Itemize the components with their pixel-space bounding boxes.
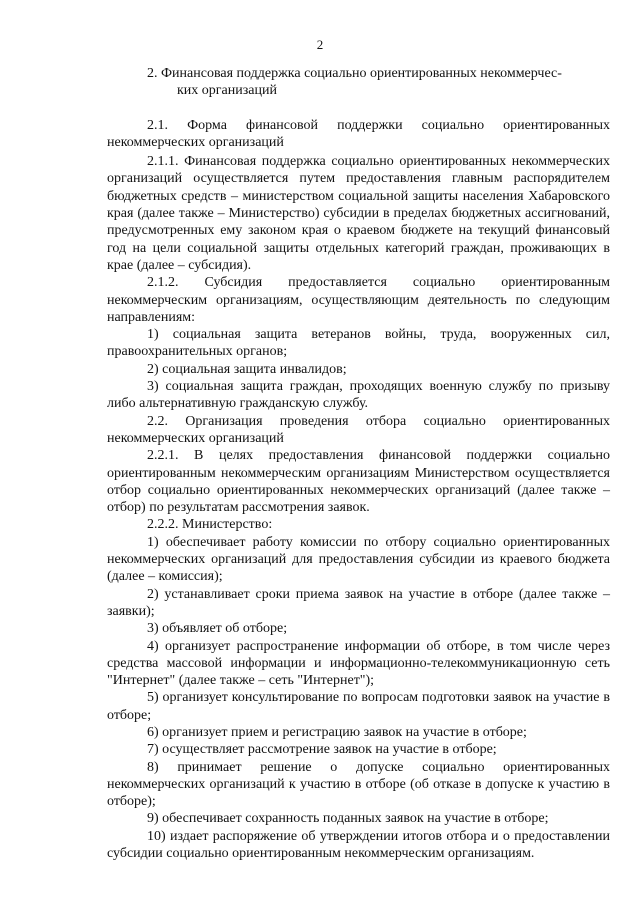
list-item-3: 3) социальная защита граждан, проходящих военную службу по призыву либо альтернативную гражданскую службу. — [107, 379, 610, 412]
duty-item-8: 8) принимает решение о допуске социально ориентированных некоммерческих организаций к участию в отборе (об отказе в допуске к участию в отборе); — [107, 759, 610, 810]
duty-item-3: 3) объявляет об отборе; — [147, 621, 288, 637]
duty-item-5: 5) организует консультирование по вопросам подготовки заявок на участие в отборе; — [107, 690, 610, 723]
page-number: 2 — [316, 37, 324, 52]
duty-item-1: 1) обеспечивает работу комиссии по отбору социально ориентированных некоммерческих организаций для предоставления субсидии из краевого бюджета (далее – комиссия); — [107, 534, 610, 585]
duty-item-10: 10) издает распоряжение об утверждении итогов отбора и о предоставлении субсидии социально ориентированным некоммерческим организациям. — [107, 828, 610, 862]
paragraph-2-1-1: 2.1.1. Финансовая поддержка социально ориентированных некоммерческих организаций осуществляется путем предоставления главным распорядителем бюджетных средств – министерством социальной защиты населения Хабаровского края (далее также – Министерство) субсидии в пределах бюджетных ассигнований, предусмотренных ему законом края о краевом бюджете на текущий финансовый год на цели социальной защиты отдельных категорий граждан, проживающих в крае (далее – субсидия). — [107, 154, 610, 273]
section-heading — [107, 65, 610, 100]
paragraph-2-1-2: 2.1.2. Субсидия предоставляется социально ориентированным некоммерческим организациям, осуществляющим деятельность по следующим направлениям: — [107, 275, 610, 325]
duty-item-4: 4) организует распространение информации об отборе, в том числе через средства массовой информации и информационно-телекоммуникационную сеть "Интернет" (далее также – сеть "Интернет"); — [107, 638, 610, 689]
section-heading-line2: ких организаций — [177, 83, 277, 99]
section-heading-line1: 2. Финансовая поддержка социально ориентированных некоммерчес- — [147, 66, 562, 81]
subsection-heading-2-1: 2.1. Форма финансовой поддержки социально ориентированных некоммерческих организаций — [107, 117, 610, 150]
list-item-2: 2) социальная защита инвалидов; — [147, 361, 347, 377]
list-item-1: 1) социальная защита ветеранов войны, труда, вооруженных сил, правоохранительных органов; — [107, 327, 610, 360]
subsection-heading-2-2: 2.2. Организация проведения отбора социально ориентированных некоммерческих организаций — [107, 413, 610, 446]
duty-item-2: 2) устанавливает сроки приема заявок на участие в отборе (далее также – заявки); — [107, 586, 610, 619]
paragraph-2-2-1: 2.2.1. В целях предоставления финансовой поддержки социально ориентированным некоммерческим организациям Министерством осуществляется отбор социально ориентированных некоммерческих организаций (далее также – отбор) по результатам рассмотрения заявок. — [107, 448, 610, 516]
duty-item-7: 7) осуществляет рассмотрение заявок на участие в отборе; — [147, 742, 497, 758]
duty-item-9: 9) обеспечивает сохранность поданных заявок на участие в отборе; — [147, 811, 549, 827]
duty-item-6: 6) организует прием и регистрацию заявок на участие в отборе; — [147, 724, 527, 740]
document-body — [107, 65, 610, 862]
paragraph-2-2-2: 2.2.2. Министерство: — [147, 517, 273, 533]
